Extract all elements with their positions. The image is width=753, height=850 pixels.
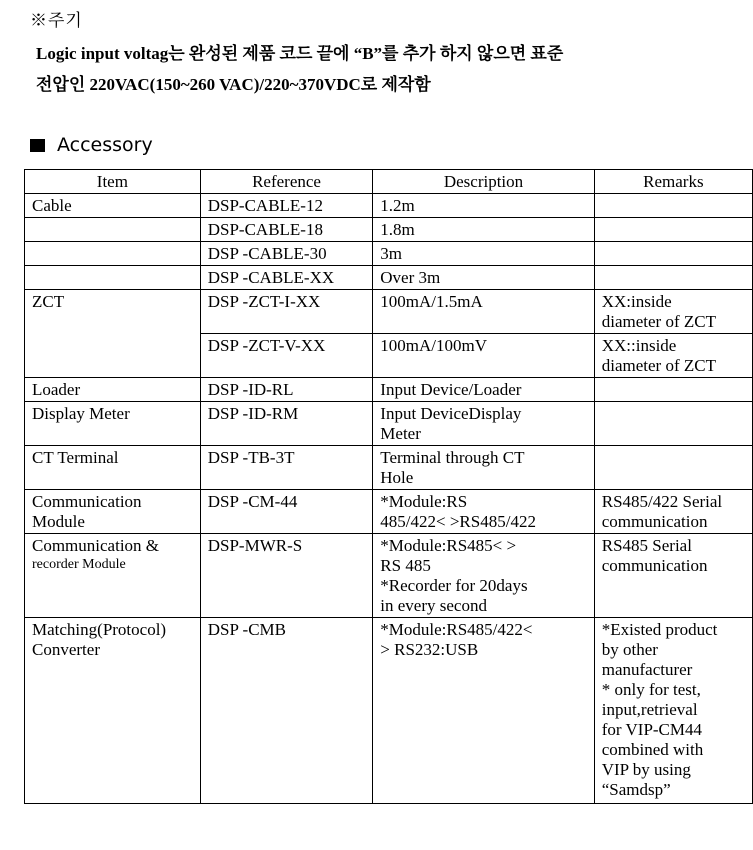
cell-reference: DSP -CABLE-XX bbox=[200, 266, 373, 290]
cell-description: 100mA/1.5mA bbox=[373, 290, 594, 334]
header-item: Item bbox=[25, 170, 201, 194]
cell-item bbox=[25, 266, 201, 290]
cell-description: *Module:RS485/422< > RS232:USB bbox=[373, 618, 594, 804]
cell-reference: DSP -ZCT-V-XX bbox=[200, 334, 373, 378]
cell-item bbox=[25, 534, 201, 618]
cell-item-sub: recorder Module bbox=[32, 557, 126, 572]
table-header-row bbox=[25, 170, 753, 194]
note-body bbox=[36, 38, 736, 100]
cell-reference: DSP -CMB bbox=[200, 618, 373, 804]
cell-item: Matching(Protocol) Converter bbox=[25, 618, 201, 804]
cell-description: *Module:RS 485/422< >RS485/422 bbox=[373, 490, 594, 534]
header-remarks: Remarks bbox=[594, 170, 752, 194]
table-row bbox=[25, 290, 753, 334]
cell-item bbox=[25, 242, 201, 266]
cell-description: Input DeviceDisplay Meter bbox=[373, 402, 594, 446]
cell-reference: DSP -CABLE-30 bbox=[200, 242, 373, 266]
table-row bbox=[25, 378, 753, 402]
header-description: Description bbox=[373, 170, 594, 194]
cell-reference: DSP -ZCT-I-XX bbox=[200, 290, 373, 334]
cell-reference: DSP -CM-44 bbox=[200, 490, 373, 534]
cell-description: *Module:RS485< > RS 485 *Recorder for 20days in every second bbox=[373, 534, 594, 618]
cell-item: Communication Module bbox=[25, 490, 201, 534]
cell-description: 1.2m bbox=[373, 194, 594, 218]
cell-remarks bbox=[594, 242, 752, 266]
cell-reference: DSP-CABLE-18 bbox=[200, 218, 373, 242]
black-square-icon bbox=[30, 139, 45, 152]
table-row bbox=[25, 618, 753, 804]
table-row bbox=[25, 490, 753, 534]
section-heading bbox=[30, 134, 153, 156]
cell-remarks: RS485 Serial communication bbox=[594, 534, 752, 618]
cell-item: Loader bbox=[25, 378, 201, 402]
table-row bbox=[25, 218, 753, 242]
table-row bbox=[25, 242, 753, 266]
cell-remarks bbox=[594, 218, 752, 242]
cell-remarks: XX:inside diameter of ZCT bbox=[594, 290, 752, 334]
cell-reference: DSP-CABLE-12 bbox=[200, 194, 373, 218]
cell-item bbox=[25, 218, 201, 242]
cell-item: Display Meter bbox=[25, 402, 201, 446]
cell-description: Over 3m bbox=[373, 266, 594, 290]
cell-remarks bbox=[594, 402, 752, 446]
cell-reference: DSP-MWR-S bbox=[200, 534, 373, 618]
cell-item-main: Communication & bbox=[32, 536, 160, 555]
cell-remarks bbox=[594, 378, 752, 402]
cell-description: Input Device/Loader bbox=[373, 378, 594, 402]
table-row bbox=[25, 194, 753, 218]
cell-description: 100mA/100mV bbox=[373, 334, 594, 378]
table-row bbox=[25, 402, 753, 446]
cell-remarks bbox=[594, 194, 752, 218]
cell-remarks: XX::inside diameter of ZCT bbox=[594, 334, 752, 378]
cell-remarks bbox=[594, 266, 752, 290]
cell-item: ZCT bbox=[25, 290, 201, 378]
cell-item: Cable bbox=[25, 194, 201, 218]
cell-remarks: *Existed product by other manufacturer * only for test, input,retrieval for VIP-CM44 combined with VIP by using “Samdsp” bbox=[594, 618, 752, 804]
section-title: Accessory bbox=[57, 134, 153, 156]
cell-reference: DSP -TB-3T bbox=[200, 446, 373, 490]
cell-description: 3m bbox=[373, 242, 594, 266]
note-heading: ※주기 bbox=[30, 11, 83, 31]
cell-reference: DSP -ID-RL bbox=[200, 378, 373, 402]
table-row bbox=[25, 266, 753, 290]
cell-remarks bbox=[594, 446, 752, 490]
table-row bbox=[25, 534, 753, 618]
cell-description: 1.8m bbox=[373, 218, 594, 242]
cell-reference: DSP -ID-RM bbox=[200, 402, 373, 446]
table-row bbox=[25, 446, 753, 490]
note-line-2: 전압인 220VAC(150~260 VAC)/220~370VDC로 제작함 bbox=[36, 75, 431, 94]
note-line-1: Logic input voltag는 완성된 제품 코드 끝에 “B”를 추가 하지 않으면 표준 bbox=[36, 44, 564, 63]
cell-remarks: RS485/422 Serial communication bbox=[594, 490, 752, 534]
cell-item: CT Terminal bbox=[25, 446, 201, 490]
accessory-table bbox=[24, 169, 753, 804]
cell-description: Terminal through CT Hole bbox=[373, 446, 594, 490]
header-reference: Reference bbox=[200, 170, 373, 194]
